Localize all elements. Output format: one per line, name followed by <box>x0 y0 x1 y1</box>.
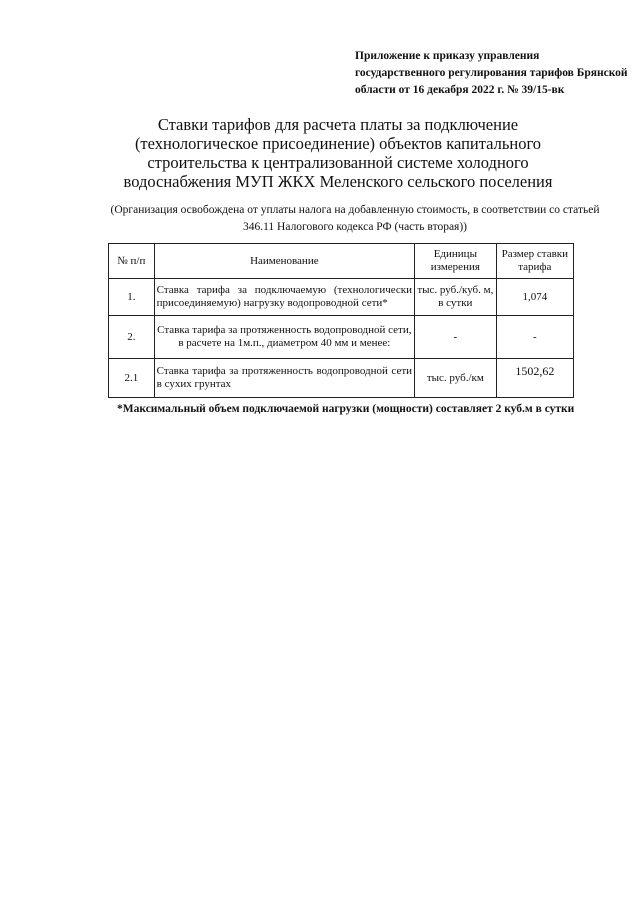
row-unit: - <box>415 316 497 359</box>
document-title: Ставки тарифов для расчета платы за подключение (технологическое присоединение) объектов капитального строительства к централизованной системе холодного водоснабжения МУП ЖКХ Меленского сельского поселения <box>123 115 553 191</box>
header-unit: Единицы измерения <box>415 244 497 279</box>
footnote: *Максимальный объем подключаемой нагрузки (мощности) составляет 2 куб.м в сутки <box>117 403 575 415</box>
row-name: Ставка тарифа за протяженность водопроводной сети, в расчете на 1м.п., диаметром 40 мм и менее: <box>154 316 414 359</box>
tariff-table <box>108 243 574 398</box>
row-num: 2.1 <box>109 359 155 398</box>
header-num: № п/п <box>109 244 155 279</box>
row-value: 1502,62 <box>496 359 573 398</box>
row-num: 2. <box>109 316 155 359</box>
appendix-line-1: Приложение к приказу управления <box>355 50 540 62</box>
row-unit: тыс. руб./куб. м, в сутки <box>415 279 497 316</box>
table-row <box>109 359 574 398</box>
row-name: Ставка тарифа за протяженность водопроводной сети в сухих грунтах <box>154 359 414 398</box>
header-name: Наименование <box>154 244 414 279</box>
appendix-line-3: области от 16 декабря 2022 г. № 39/15-вк <box>355 84 565 96</box>
table-row <box>109 316 574 359</box>
appendix-header <box>355 48 627 99</box>
table-header-row <box>109 244 574 279</box>
appendix-line-2: государственного регулирования тарифов Брянской <box>355 67 628 79</box>
row-num: 1. <box>109 279 155 316</box>
row-value: 1,074 <box>496 279 573 316</box>
header-value: Размер ставки тарифа <box>496 244 573 279</box>
row-name: Ставка тарифа за подключаемую (технологически присоединяемую) нагрузку водопроводной сети* <box>154 279 414 316</box>
row-unit: тыс. руб./км <box>415 359 497 398</box>
tax-exemption-note: (Организация освобождена от уплаты налога на добавленную стоимость, в соответствии со статьей 346.11 Налогового кодекса РФ (часть вторая)) <box>110 204 600 233</box>
table-row <box>109 279 574 316</box>
row-value: - <box>496 316 573 359</box>
